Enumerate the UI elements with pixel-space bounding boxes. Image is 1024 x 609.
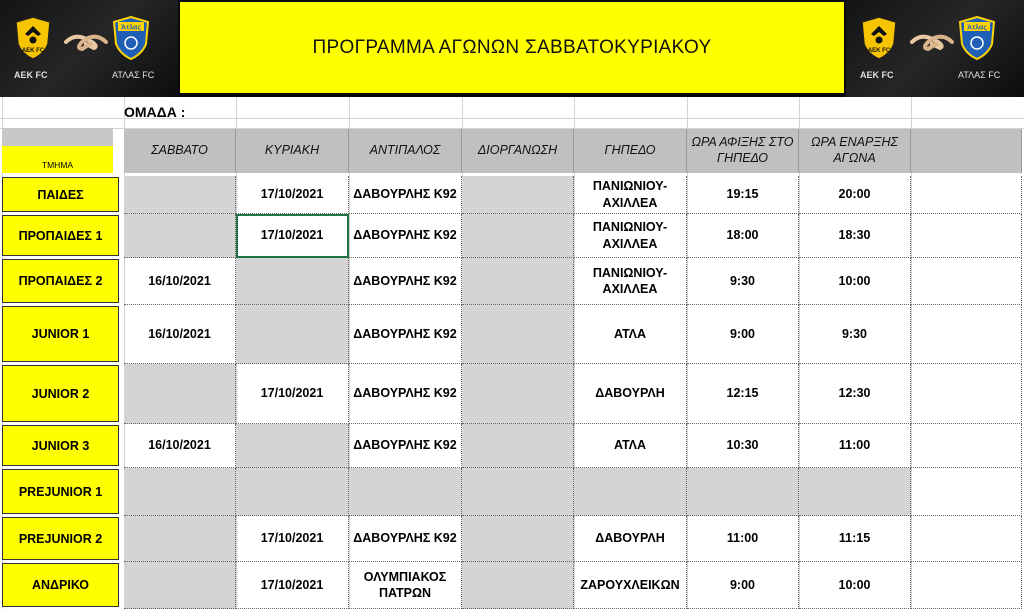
opponent-cell[interactable]: ΔΑΒΟΥΡΛΗΣ Κ92 [349, 305, 462, 364]
sunday-cell[interactable] [236, 468, 349, 516]
blank-cell[interactable] [911, 516, 1022, 562]
handshake-icon [910, 30, 954, 54]
opponent-cell[interactable]: ΔΑΒΟΥΡΛΗΣ Κ92 [349, 364, 462, 424]
start-cell[interactable]: 10:00 [799, 562, 911, 609]
start-cell[interactable]: 11:00 [799, 424, 911, 468]
venue-cell[interactable]: ΖΑΡΟΥΧΛΕΙΚΩΝ [574, 562, 687, 609]
venue-cell[interactable]: ΔΑΒΟΥΡΛΗ [574, 364, 687, 424]
sunday-cell[interactable]: 17/10/2021 [236, 562, 349, 609]
blank-cell[interactable] [911, 305, 1022, 364]
team-label: ΟΜΑΔΑ : [124, 104, 186, 120]
start-cell[interactable]: 20:00 [799, 176, 911, 214]
team-row-label[interactable]: PREJUNIOR 1 [2, 469, 119, 514]
start-cell[interactable]: 9:30 [799, 305, 911, 364]
atlas-label: ΑΤΛΑΣ FC [112, 70, 155, 80]
opponent-cell[interactable]: ΔΑΒΟΥΡΛΗΣ Κ92 [349, 516, 462, 562]
saturday-cell[interactable]: 16/10/2021 [124, 424, 236, 468]
arrival-cell[interactable]: 18:00 [687, 214, 799, 258]
sunday-cell[interactable]: 17/10/2021 [236, 176, 349, 214]
aek-label: AEK FC [860, 70, 894, 80]
blank-cell[interactable] [911, 364, 1022, 424]
saturday-cell[interactable] [124, 214, 236, 258]
competition-cell[interactable] [462, 516, 574, 562]
sunday-cell[interactable] [236, 424, 349, 468]
header-banner [0, 0, 1024, 97]
aek-crest-icon [14, 16, 52, 60]
tmima-header: ΤΜΗΜΑ [2, 146, 113, 173]
arrival-cell[interactable]: 9:00 [687, 562, 799, 609]
venue-cell[interactable] [574, 468, 687, 516]
arrival-cell[interactable]: 9:00 [687, 305, 799, 364]
venue-cell[interactable]: ΠΑΝΙΩΝΙΟΥ-ΑΧΙΛΛΕΑ [574, 176, 687, 214]
sunday-cell[interactable] [236, 258, 349, 305]
opponent-cell[interactable]: ΔΑΒΟΥΡΛΗΣ Κ92 [349, 176, 462, 214]
sunday-cell[interactable]: 17/10/2021 [236, 364, 349, 424]
venue-cell[interactable]: ΑΤΛΑ [574, 424, 687, 468]
atlas-crest-icon [958, 16, 996, 60]
blank-cell[interactable] [911, 258, 1022, 305]
handshake-icon [64, 30, 108, 54]
competition-cell[interactable] [462, 305, 574, 364]
header-opponent: ΑΝΤΙΠΑΛΟΣ [349, 129, 462, 173]
aek-crest-text: AEK FC [867, 48, 891, 54]
page-title: ΠΡΟΓΡΑΜΜΑ ΑΓΩΝΩΝ ΣΑΒΒΑΤΟΚΥΡΙΑΚΟΥ [180, 2, 844, 93]
saturday-cell[interactable] [124, 364, 236, 424]
team-row-label[interactable]: ΑΝΔΡΙΚΟ [2, 563, 119, 607]
blank-cell[interactable] [911, 214, 1022, 258]
sunday-cell[interactable]: 17/10/2021 [236, 516, 349, 562]
opponent-cell[interactable]: ΔΑΒΟΥΡΛΗΣ Κ92 [349, 214, 462, 258]
aek-crest-text: AEK FC [21, 48, 45, 54]
header-sunday: ΚΥΡΙΑΚΗ [236, 129, 349, 173]
header-competition: ΔΙΟΡΓΑΝΩΣΗ [462, 129, 574, 173]
arrival-cell[interactable]: 12:15 [687, 364, 799, 424]
competition-cell[interactable] [462, 468, 574, 516]
atlas-crest-text: Άτλας [967, 24, 987, 32]
competition-cell[interactable] [462, 424, 574, 468]
blank-cell[interactable] [911, 176, 1022, 214]
atlas-crest-text: Άτλας [121, 24, 141, 32]
start-cell[interactable]: 11:15 [799, 516, 911, 562]
saturday-cell[interactable]: 16/10/2021 [124, 258, 236, 305]
tmima-header-top [2, 128, 113, 146]
opponent-cell[interactable]: ΟΛΥΜΠΙΑΚΟΣ ΠΑΤΡΩΝ [349, 562, 462, 609]
start-cell[interactable]: 10:00 [799, 258, 911, 305]
blank-cell[interactable] [911, 562, 1022, 609]
saturday-cell[interactable] [124, 562, 236, 609]
team-row-label[interactable]: ΠΑΙΔΕΣ [2, 177, 119, 212]
aek-crest-icon [860, 16, 898, 60]
team-row-label[interactable]: JUNIOR 1 [2, 306, 119, 362]
competition-cell[interactable] [462, 214, 574, 258]
saturday-cell[interactable] [124, 468, 236, 516]
atlas-crest-icon [112, 16, 150, 60]
venue-cell[interactable]: ΔΑΒΟΥΡΛΗ [574, 516, 687, 562]
team-row-label[interactable]: PREJUNIOR 2 [2, 517, 119, 560]
arrival-cell[interactable]: 10:30 [687, 424, 799, 468]
arrival-cell[interactable]: 19:15 [687, 176, 799, 214]
logo-group-left [0, 0, 178, 97]
saturday-cell[interactable] [124, 176, 236, 214]
aek-label: AEK FC [14, 70, 48, 80]
arrival-cell[interactable]: 11:00 [687, 516, 799, 562]
team-row-label[interactable]: ΠΡΟΠΑΙΔΕΣ 1 [2, 215, 119, 256]
start-cell[interactable]: 12:30 [799, 364, 911, 424]
header-venue: ΓΗΠΕΔΟ [574, 129, 687, 173]
saturday-cell[interactable] [124, 516, 236, 562]
start-cell[interactable] [799, 468, 911, 516]
header-arrival: ΩΡΑ ΑΦΙΞΗΣ ΣΤΟ ΓΗΠΕΔΟ [687, 129, 799, 173]
logo-group-right [846, 0, 1024, 97]
team-row-label[interactable]: JUNIOR 3 [2, 425, 119, 466]
header-saturday: ΣΑΒΒΑΤΟ [124, 129, 236, 173]
blank-cell[interactable] [911, 424, 1022, 468]
venue-cell[interactable]: ΑΤΛΑ [574, 305, 687, 364]
arrival-cell[interactable]: 9:30 [687, 258, 799, 305]
venue-cell[interactable]: ΠΑΝΙΩΝΙΟΥ-ΑΧΙΛΛΕΑ [574, 258, 687, 305]
opponent-cell[interactable]: ΔΑΒΟΥΡΛΗΣ Κ92 [349, 258, 462, 305]
sunday-cell[interactable]: 17/10/2021 [236, 214, 349, 258]
sunday-cell[interactable] [236, 305, 349, 364]
arrival-cell[interactable] [687, 468, 799, 516]
atlas-label: ΑΤΛΑΣ FC [958, 70, 1001, 80]
team-row-label[interactable]: JUNIOR 2 [2, 365, 119, 422]
team-row-label[interactable]: ΠΡΟΠΑΙΔΕΣ 2 [2, 259, 119, 303]
competition-cell[interactable] [462, 258, 574, 305]
start-cell[interactable]: 18:30 [799, 214, 911, 258]
saturday-cell[interactable]: 16/10/2021 [124, 305, 236, 364]
blank-cell[interactable] [911, 468, 1022, 516]
competition-cell[interactable] [462, 364, 574, 424]
header-blank [911, 129, 1022, 173]
header-start: ΩΡΑ ΕΝΑΡΞΗΣ ΑΓΩΝΑ [799, 129, 911, 173]
opponent-cell[interactable] [349, 468, 462, 516]
competition-cell[interactable] [462, 176, 574, 214]
venue-cell[interactable]: ΠΑΝΙΩΝΙΟΥ-ΑΧΙΛΛΕΑ [574, 214, 687, 258]
competition-cell[interactable] [462, 562, 574, 609]
opponent-cell[interactable]: ΔΑΒΟΥΡΛΗΣ Κ92 [349, 424, 462, 468]
